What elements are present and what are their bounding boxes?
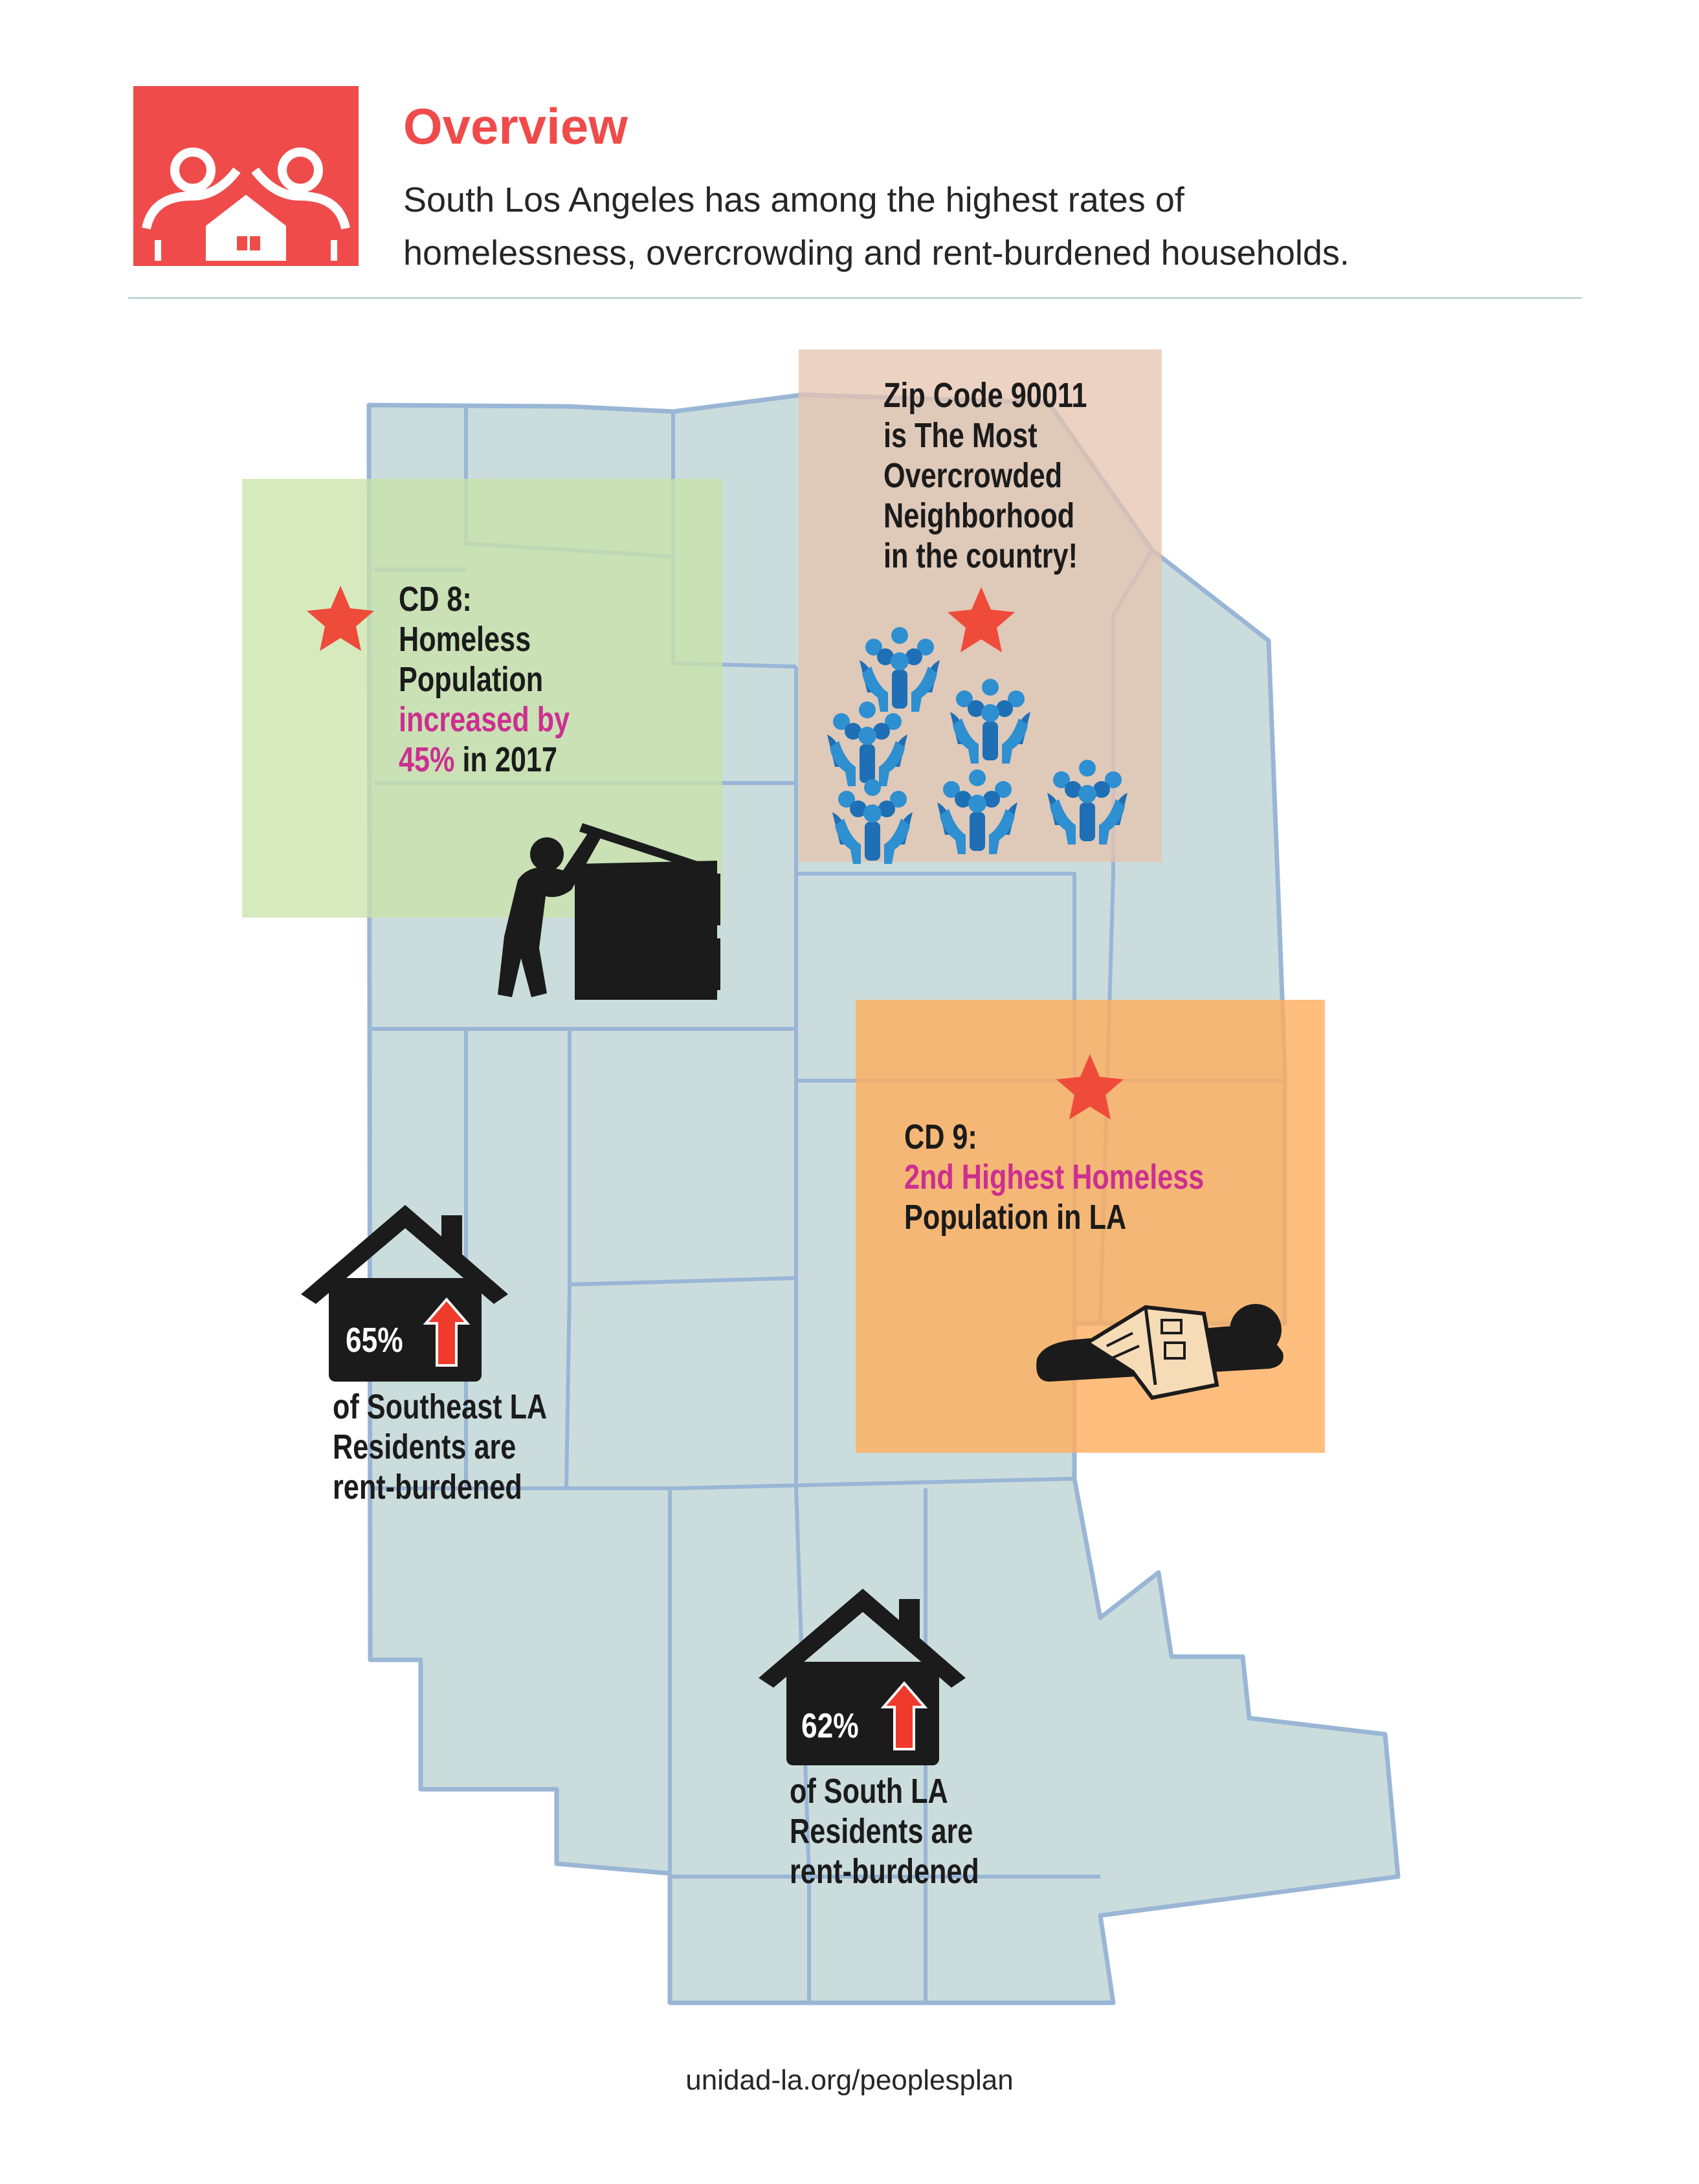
- intro-text-line-2: homelessness, overcrowding and rent-burdened households.: [403, 234, 1349, 272]
- zip-line-5: in the country!: [883, 536, 1078, 575]
- zip-line-1: Zip Code 90011: [883, 376, 1087, 415]
- zip-callout-text: [883, 375, 1087, 576]
- star-icon: [307, 586, 374, 651]
- person-sleeping-under-newspaper-icon: [1036, 1304, 1283, 1398]
- crowd-group-icon: [827, 627, 1127, 864]
- zip-line-2: is The Most: [883, 416, 1038, 455]
- cd8-year: in 2017: [454, 740, 557, 779]
- header-divider: [128, 297, 1582, 299]
- cd8-callout-text: [399, 579, 570, 780]
- cd8-line-2: Homeless: [399, 620, 531, 659]
- cd9-line-1: CD 9:: [904, 1118, 977, 1156]
- intro-text-line-1: South Los Angeles has among the highest rates of: [403, 181, 1184, 219]
- cd8-line-4: increased by: [399, 700, 570, 739]
- star-icon: [948, 587, 1015, 652]
- footer-url-link[interactable]: unidad-la.org/peoplesplan: [685, 2064, 1014, 2096]
- cd9-line-2: 2nd Highest Homeless: [904, 1158, 1205, 1197]
- cd8-line-1: CD 8:: [399, 580, 472, 619]
- cd8-line-5: [399, 740, 570, 780]
- southeast-line-2: Residents are: [333, 1428, 516, 1466]
- cd9-line-3: Population in LA: [904, 1198, 1127, 1237]
- south-la-line-2: Residents are: [790, 1812, 973, 1851]
- community-home-icon: [133, 86, 359, 266]
- zip-line-4: Neighborhood: [883, 496, 1075, 535]
- cd8-line-3: Population: [399, 660, 544, 699]
- page-title: Overview: [403, 98, 628, 155]
- south-la-line-3: rent-burdened: [790, 1852, 979, 1891]
- southeast-line-1: of Southeast LA: [333, 1387, 548, 1426]
- cd8-percent: 45%: [399, 740, 455, 779]
- south-la-line-1: of South LA: [790, 1772, 948, 1811]
- cd9-callout-text: [904, 1117, 1204, 1237]
- south-la-stat-text: [790, 1771, 979, 1892]
- house-rent-up-arrow-icon: [301, 1205, 508, 1382]
- person-searching-dumpster-icon: [498, 823, 720, 1000]
- southeast-line-3: rent-burdened: [333, 1468, 522, 1506]
- house-rent-up-arrow-icon: [759, 1589, 966, 1765]
- southeast-stat-text: [333, 1387, 547, 1507]
- south-la-percent: 62%: [801, 1706, 859, 1745]
- zip-line-3: Overcrowded: [883, 456, 1063, 495]
- star-icon: [1056, 1054, 1124, 1120]
- southeast-percent: 65%: [346, 1321, 403, 1360]
